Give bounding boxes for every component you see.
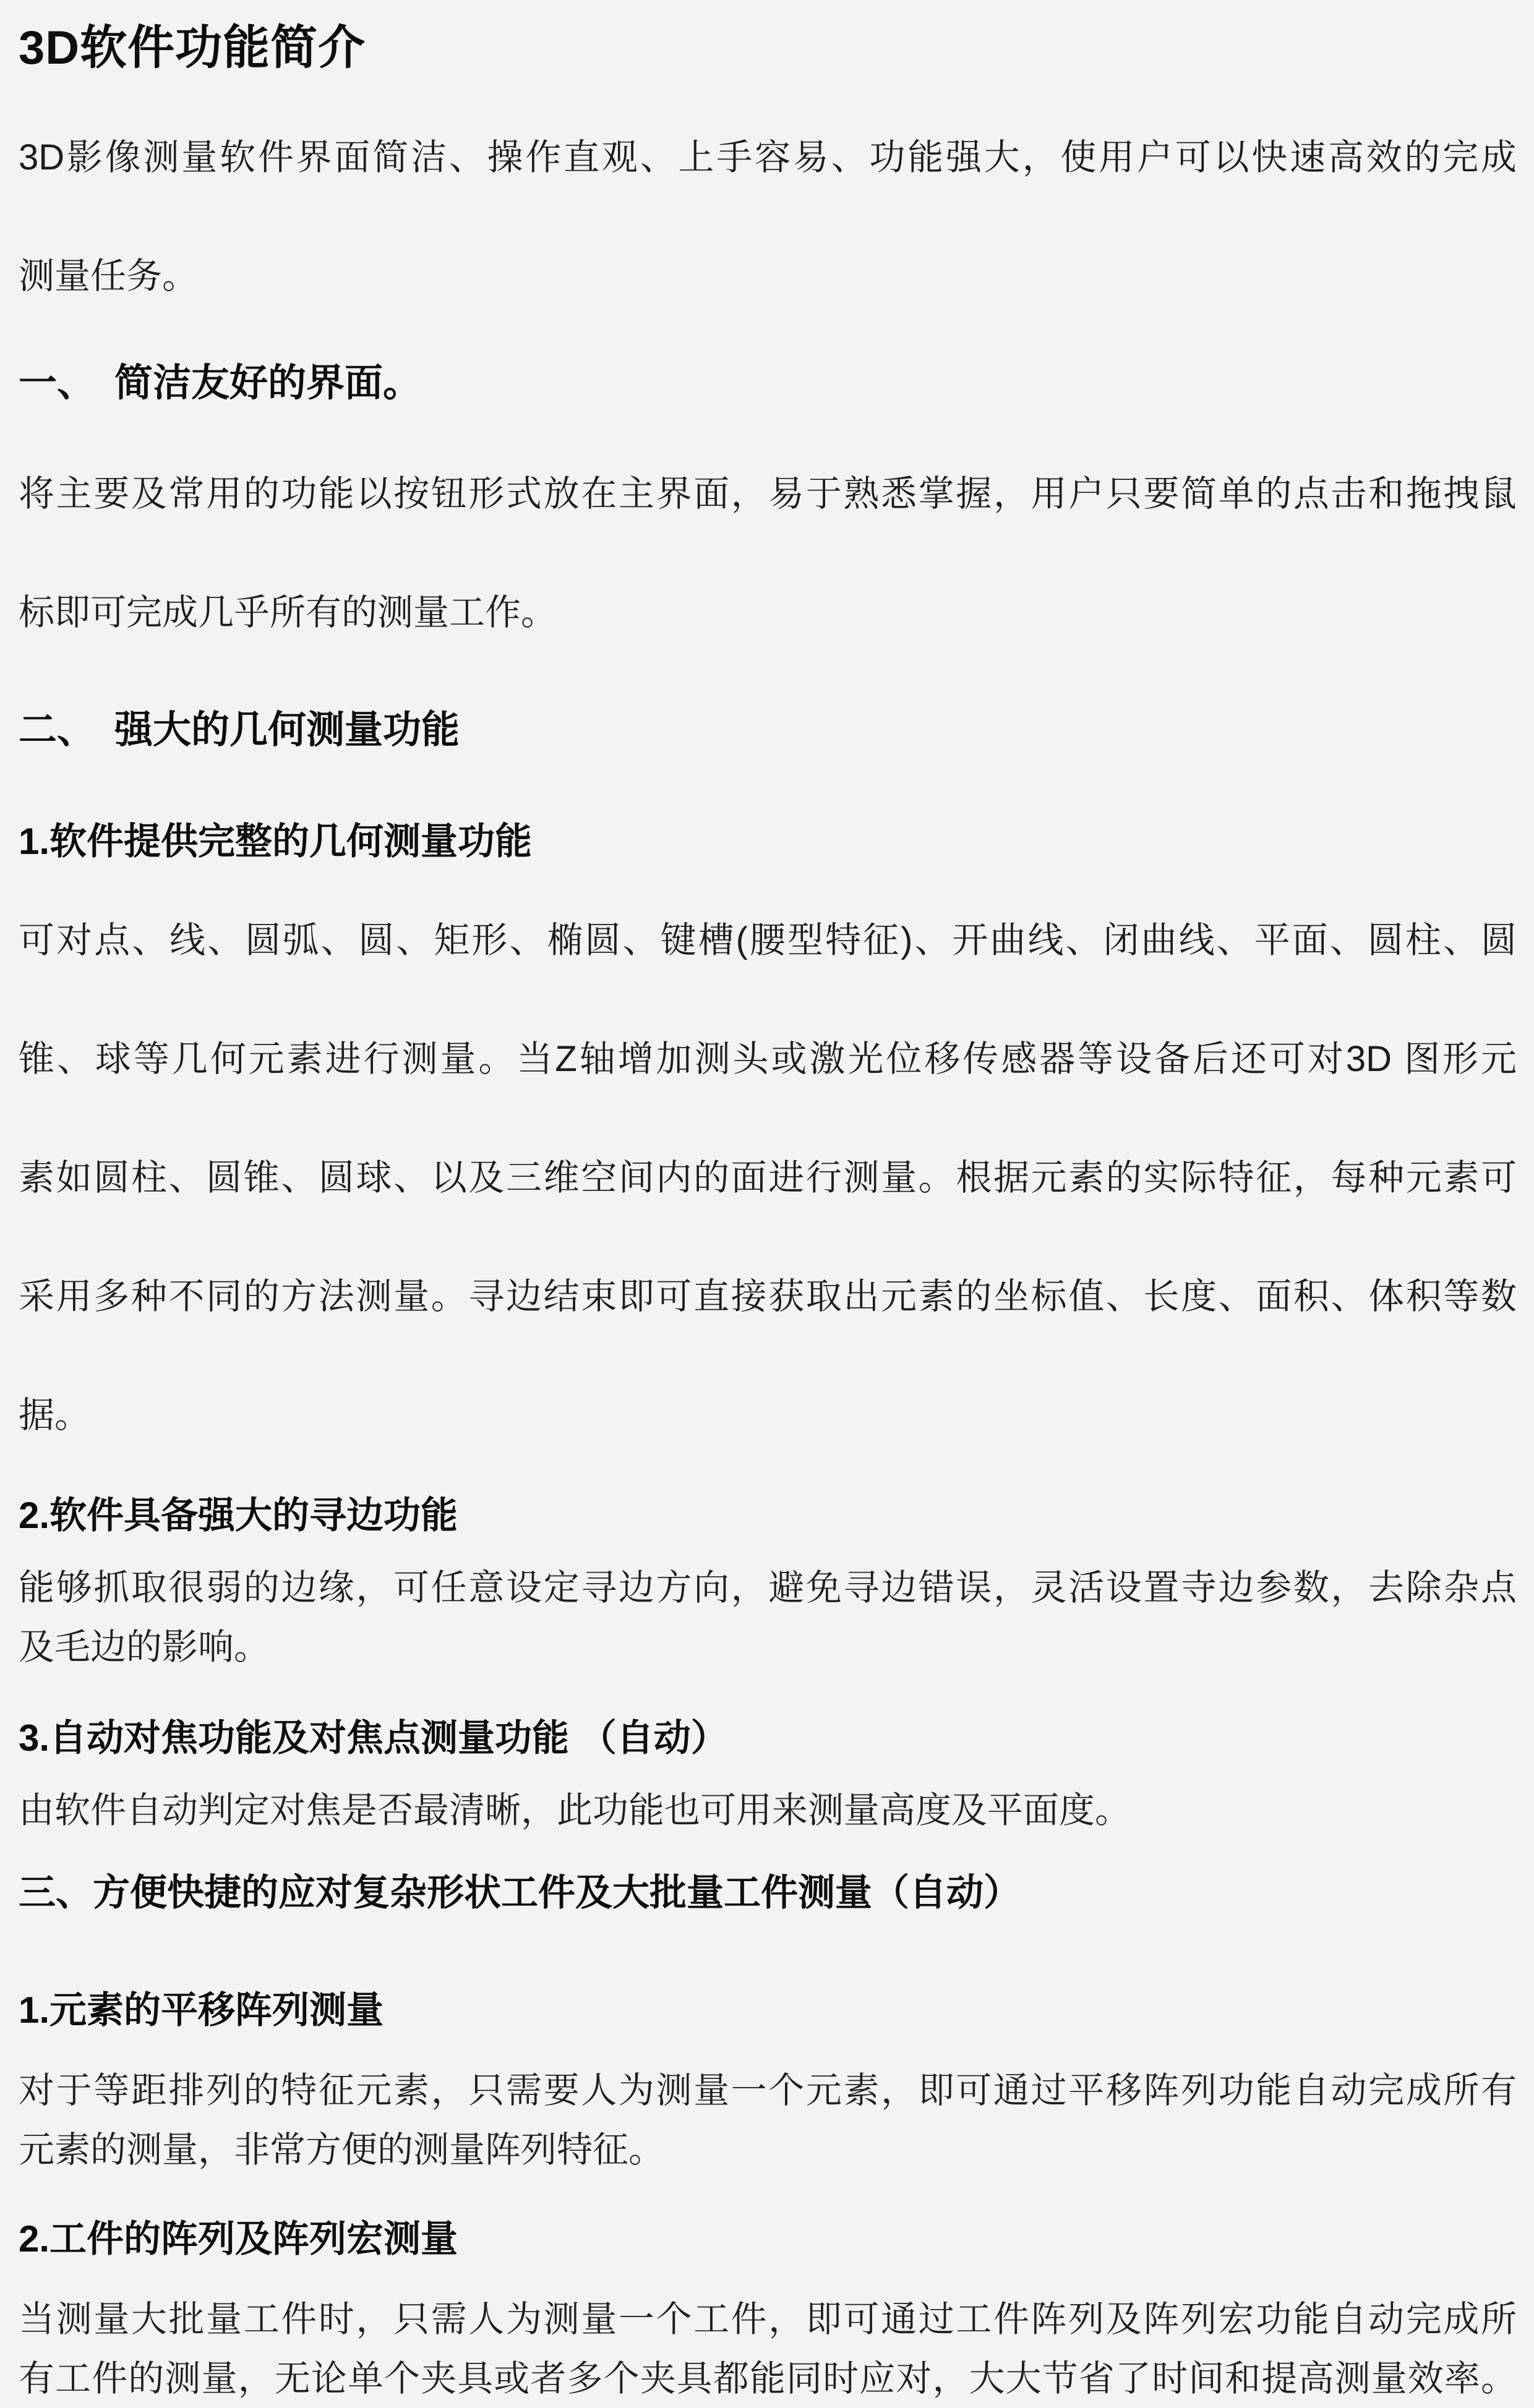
text-line: 采用多种不同的方法测量。寻边结束即可直接获取出元素的坐标值、长度、面积、体积等数 — [19, 1276, 1517, 1317]
text-line: 素如圆柱、圆锥、圆球、以及三维空间内的面进行测量。根据元素的实际特征，每种元素可 — [19, 1158, 1517, 1198]
text-line: 标即可完成几乎所有的测量工作。 — [19, 592, 557, 633]
text-line: 3D影像测量软件界面简洁、操作直观、上手容易、功能强大，使用户可以快速高效的完成 — [19, 137, 1517, 178]
text-line: 由软件自动判定对焦是否最清晰，此功能也可用来测量高度及平面度。 — [19, 1789, 1131, 1832]
doc-title: 3D软件功能简介 — [19, 22, 366, 74]
text-line: 能够抓取很弱的边缘，可任意设定寻边方向，避免寻边错误，灵活设置寺边参数，去除杂点 — [19, 1566, 1517, 1609]
paragraph-geometry-elements — [19, 881, 1517, 1475]
paragraph-main-buttons — [19, 435, 1517, 672]
subheading-edge-finding: 2.软件具备强大的寻边功能 — [19, 1495, 458, 1537]
subheading-workpiece-array: 2.工件的阵列及阵列宏测量 — [19, 2218, 458, 2260]
section-heading-batch-measure: 三、方便快捷的应对复杂形状工件及大批量工件测量（自动） — [19, 1872, 1021, 1914]
text-line: 锥、球等几何元素进行测量。当Z轴增加测头或激光位移传感器等设备后还可对3D 图形元 — [19, 1039, 1517, 1080]
subheading-complete-geometry: 1.软件提供完整的几何测量功能 — [19, 821, 533, 863]
paragraph-edge-finding — [19, 1558, 1517, 1676]
text-line: 当测量大批量工件时，只需人为测量一个工件，即可通过工件阵列及阵列宏功能自动完成所 — [19, 2298, 1517, 2341]
text-line: 将主要及常用的功能以按钮形式放在主界面，易于熟悉掌握，用户只要简单的点击和拖拽鼠 — [19, 473, 1517, 514]
subheading-autofocus: 3.自动对焦功能及对焦点测量功能 （自动） — [19, 1717, 728, 1759]
text-line: 元素的测量，非常方便的测量阵列特征。 — [19, 2128, 665, 2171]
paragraph-translate-array — [19, 2060, 1517, 2179]
paragraph-autofocus — [19, 1780, 1517, 1840]
text-line: 测量任务。 — [19, 256, 199, 297]
paragraph-workpiece-array — [19, 2289, 1517, 2408]
text-line: 对于等距排列的特征元素，只需要人为测量一个元素，即可通过平移阵列功能自动完成所有 — [19, 2069, 1517, 2112]
text-line: 据。 — [19, 1395, 91, 1436]
section-heading-geometry-measure: 二、 强大的几何测量功能 — [19, 708, 460, 751]
text-line: 有工件的测量，无论单个夹具或者多个夹具都能同时应对，大大节省了时间和提高测量效率。 — [19, 2357, 1517, 2400]
section-heading-friendly-interface: 一、 简洁友好的界面。 — [19, 362, 422, 405]
text-line: 可对点、线、圆弧、圆、矩形、椭圆、键槽(腰型特征)、开曲线、闭曲线、平面、圆柱、圆 — [19, 920, 1517, 961]
subheading-translate-array: 1.元素的平移阵列测量 — [19, 1989, 384, 2031]
intro-paragraph — [19, 98, 1517, 336]
text-line: 及毛边的影响。 — [19, 1626, 270, 1668]
